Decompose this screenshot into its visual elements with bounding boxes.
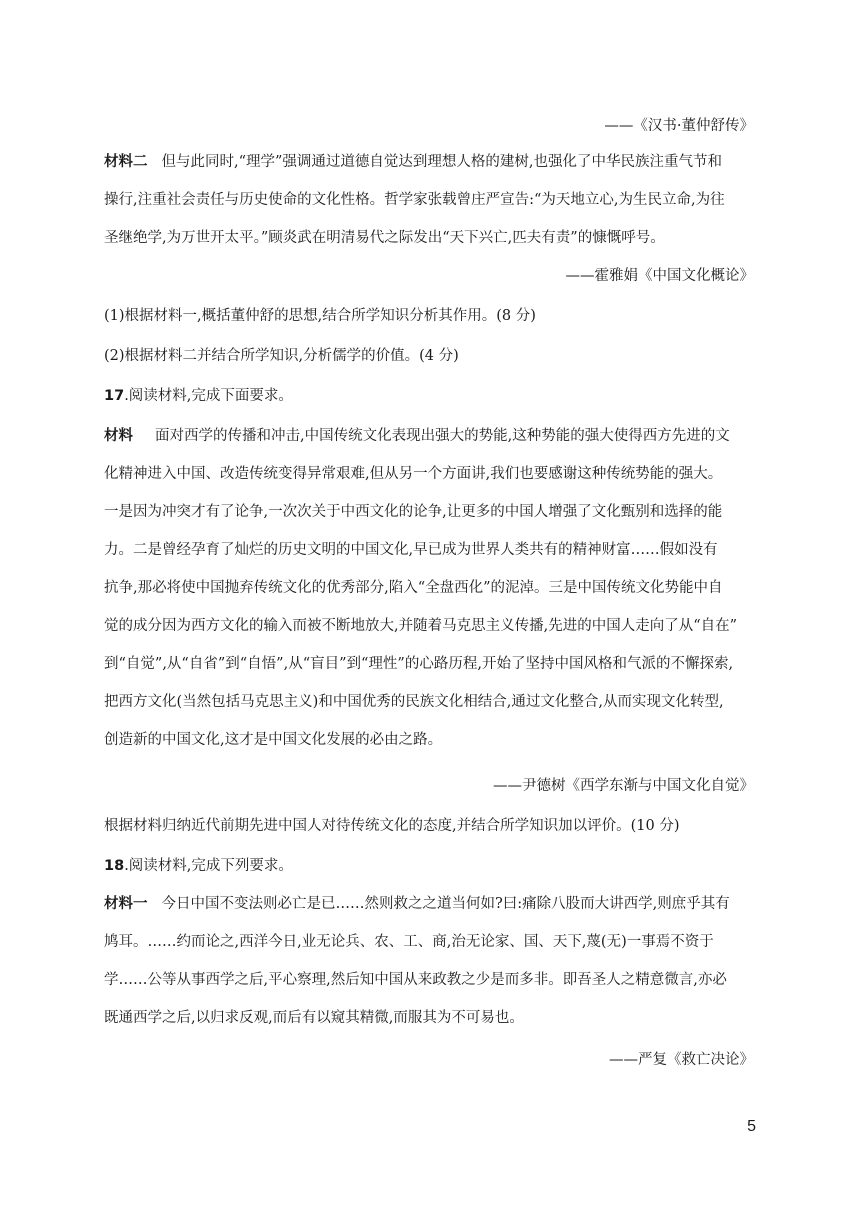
material-18-line-4: 既通西学之后,以归求反观,而后有以窥其精微,而服其为不可易也。 bbox=[104, 1010, 524, 1026]
material-17-line-2: 化精神进入中国、改造传统变得异常艰难,但从另一个方面讲,我们也要感谢这种传统势能的强大。 bbox=[104, 466, 723, 482]
material-17-line-9: 创造新的中国文化,这才是中国文化发展的必由之路。 bbox=[104, 732, 443, 748]
material-17-line-7: 到“自觉”,从“自省”到“自悟”,从“盲目”到“理性”的心路历程,开始了坚持中国风格和气派的不懈探索, bbox=[104, 656, 734, 672]
material-17-line-6: 觉的成分因为西方文化的输入而被不断地放大,并随着马克思主义传播,先进的中国人走向了从“自在” bbox=[104, 618, 738, 634]
material-17-line-4: 力。二是曾经孕育了灿烂的历史文明的中国文化,早已成为世界人类共有的精神财富……假如没有 bbox=[104, 542, 718, 558]
source-citation-hanshu: ——《汉书·董仲舒传》 bbox=[604, 118, 754, 134]
material-17-label: 材料 bbox=[104, 428, 133, 444]
material-two-label: 材料二 bbox=[104, 154, 148, 170]
material-17-line-1: 材料 面对西学的传播和冲击,中国传统文化表现出强大的势能,这种势能的强大使得西方先进的文 bbox=[104, 428, 730, 444]
material-18-label: 材料一 bbox=[104, 896, 148, 912]
question-18-heading: 18.阅读材料,完成下列要求。 bbox=[104, 858, 293, 874]
question-1: (1)根据材料一,概括董仲舒的思想,结合所学知识分析其作用。(8 分) bbox=[104, 308, 536, 324]
question-17-heading: 17.阅读材料,完成下面要求。 bbox=[104, 388, 293, 404]
question-17-number: 17 bbox=[104, 388, 125, 404]
source-citation-huoyajuan: ——霍雅娟《中国文化概论》 bbox=[565, 268, 754, 284]
question-18-number: 18 bbox=[104, 858, 125, 874]
question-2: (2)根据材料二并结合所学知识,分析儒学的价值。(4 分) bbox=[104, 348, 459, 364]
source-citation-yanfu: ——严复《救亡决论》 bbox=[609, 1052, 754, 1068]
material-two-line-2: 操行,注重社会责任与历史使命的文化性格。哲学家张载曾庄严宣告:“为天地立心,为生民立命,为往 bbox=[104, 192, 725, 208]
source-citation-yindeshu: ——尹德树《西学东渐与中国文化自觉》 bbox=[493, 778, 754, 794]
material-17-line-5: 抗争,那必将使中国抛弃传统文化的优秀部分,陷入“全盘西化”的泥淖。三是中国传统文化势能中自 bbox=[104, 580, 723, 596]
question-17-prompt: 根据材料归纳近代前期先进中国人对待传统文化的态度,并结合所学知识加以评价。(10 分) bbox=[104, 818, 680, 834]
material-17-line-3: 一是因为冲突才有了论争,一次次关于中西文化的论争,让更多的中国人增强了文化甄别和选择的能 bbox=[104, 504, 723, 520]
page-number: 5 bbox=[747, 1118, 756, 1135]
material-two-line-3: 圣继绝学,为万世开太平。”顾炎武在明清易代之际发出“天下兴亡,匹夫有责”的慷慨呼号。 bbox=[104, 230, 665, 246]
material-18-line-1: 材料一 今日中国不变法则必亡是已……然则救之之道当何如?曰:痛除八股而大讲西学,则庶乎其有 bbox=[104, 896, 730, 912]
material-17-line-8: 把西方文化(当然包括马克思主义)和中国优秀的民族文化相结合,通过文化整合,从而实现文化转型, bbox=[104, 694, 724, 710]
material-two-line-1: 材料二 但与此同时,“理学”强调通过道德自觉达到理想人格的建树,也强化了中华民族注重气节和 bbox=[104, 154, 723, 170]
material-18-line-2: 鸠耳。……约而论之,西洋今日,业无论兵、农、工、商,治无论家、国、天下,蔑(无)一事焉不资于 bbox=[104, 934, 714, 950]
material-18-line-3: 学……公等从事西学之后,平心察理,然后知中国从来政教之少是而多非。即吾圣人之精意微言,亦必 bbox=[104, 972, 727, 988]
